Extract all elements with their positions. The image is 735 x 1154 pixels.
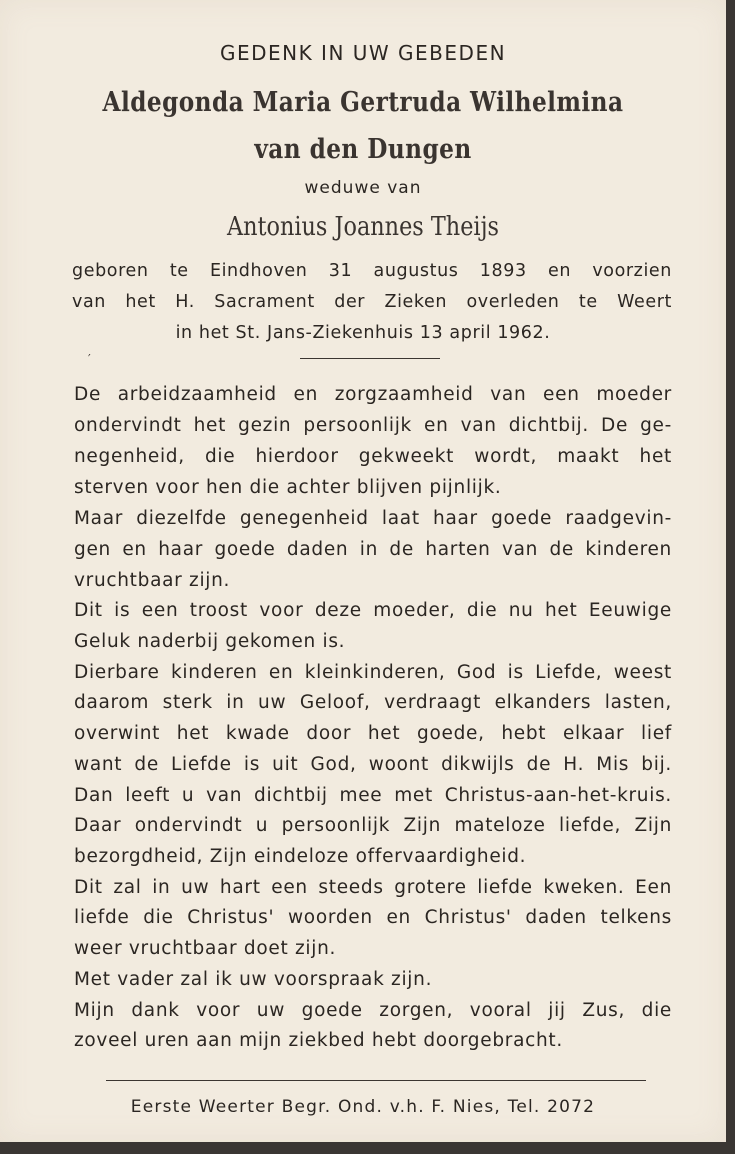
- deceased-name-line1: Aldegonda Maria Gertruda Wilhelmina: [102, 87, 624, 118]
- text-line: negenheid, die hierdoor gekweekt wordt, maakt het: [74, 446, 672, 467]
- text-line: Daar ondervindt u persoonlijk Zijn mateloze liefde, Zijn: [74, 815, 672, 836]
- text-line: Met vader zal ik uw voorspraak zijn.: [74, 969, 433, 990]
- text-line: Dan leeft u van dichtbij mee met Christus-aan-het-kruis.: [74, 785, 672, 806]
- text-line: weer vruchtbaar doet zijn.: [74, 938, 337, 959]
- text-line: zoveel uren aan mijn ziekbed hebt doorgebracht.: [74, 1030, 563, 1051]
- text-line: Dierbare kinderen en kleinkinderen, God is Liefde, weest: [74, 662, 672, 683]
- widow-of-label: weduwe van: [304, 178, 422, 198]
- text-line: De arbeidzaamheid en zorgzaamheid van een moeder: [74, 384, 672, 405]
- text-line: daarom sterk in uw Geloof, verdraagt elkanders lasten,: [74, 692, 672, 713]
- top-divider: [300, 358, 440, 359]
- deceased-name-line2: van den Dungen: [254, 134, 472, 165]
- prayer-heading: GEDENK IN UW GEBEDEN: [219, 41, 507, 65]
- text-line: want de Liefde is uit God, woont dikwijls de H. Mis bij.: [74, 754, 672, 775]
- text-line: bezorgdheid, Zijn eindeloze offervaardigheid.: [74, 846, 527, 867]
- bio-line-2: van het H. Sacrament der Zieken overleden te Weert: [72, 292, 672, 312]
- ink-mark: ′: [88, 352, 91, 366]
- text-line: Geluk naderbij gekomen is.: [74, 631, 346, 652]
- text-line: sterven voor hen die achter blijven pijnlijk.: [74, 477, 502, 498]
- text-line: gen en haar goede daden in de harten van de kinderen: [74, 539, 672, 560]
- text-line: ondervindt het gezin persoonlijk en van dichtbij. De ge-: [74, 415, 672, 436]
- text-line: Dit zal in uw hart een steeds grotere liefde kweken. Een: [74, 877, 672, 898]
- text-line: Dit is een troost voor deze moeder, die nu het Eeuwige: [74, 600, 672, 621]
- printer-credit: Eerste Weerter Begr. Ond. v.h. F. Nies, Tel. 2072: [130, 1097, 596, 1117]
- text-line: vruchtbaar zijn.: [74, 570, 231, 591]
- husband-name: Antonius Joannes Theijs: [226, 212, 500, 242]
- text-line: liefde die Christus' woorden en Christus' daden telkens: [74, 907, 672, 928]
- text-line: overwint het kwade door het goede, hebt elkaar lief: [74, 723, 672, 744]
- text-line: Mijn dank voor uw goede zorgen, vooral jij Zus, die: [74, 1000, 672, 1021]
- bio-line-3: in het St. Jans-Ziekenhuis 13 april 1962.: [175, 323, 551, 343]
- text-line: Maar diezelfde genegenheid laat haar goede raadgevin-: [74, 508, 672, 529]
- bio-line-1: geboren te Eindhoven 31 augustus 1893 en voorzien: [72, 261, 672, 281]
- bottom-divider: [106, 1080, 646, 1081]
